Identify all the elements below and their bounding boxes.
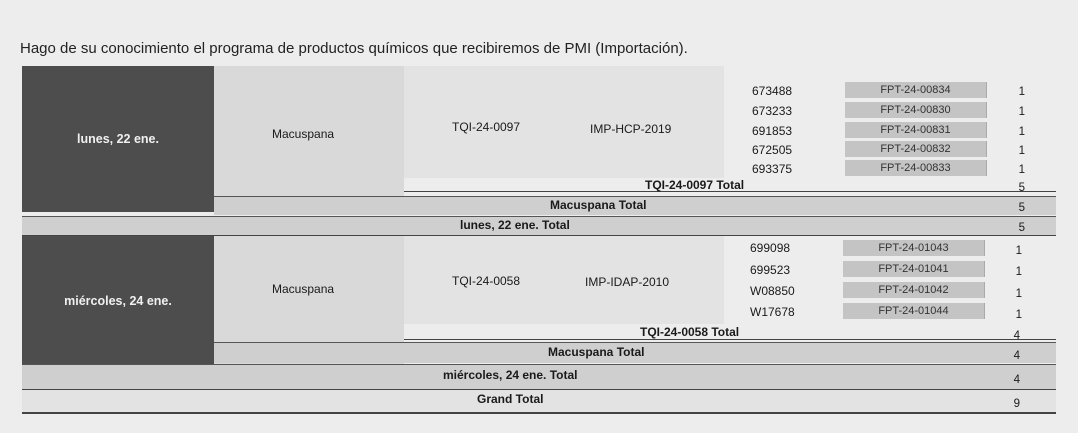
loc-total-1: 5 xyxy=(1018,202,1025,214)
loc-total-label-1: Macuspana Total xyxy=(550,198,647,212)
doc-text-1-3: FPT-24-00831 xyxy=(880,124,951,136)
tqi-total-2: 4 xyxy=(1013,330,1020,342)
qty-2-2: 1 xyxy=(1015,266,1022,278)
qty-1-5: 1 xyxy=(1018,164,1025,176)
tqi-label-2: TQI-24-0058 xyxy=(452,274,521,288)
doc-1-4 xyxy=(845,141,987,157)
qty-1-1: 1 xyxy=(1018,86,1025,98)
doc-text-1-5: FPT-24-00833 xyxy=(880,162,951,174)
doc-1-1 xyxy=(845,82,987,98)
doc-text-1-2: FPT-24-00830 xyxy=(880,104,951,116)
doc-text-1-4: FPT-24-00832 xyxy=(880,143,951,155)
day-total-1: 5 xyxy=(1018,222,1025,234)
location-label-1: Macuspana xyxy=(272,127,335,141)
doc-text-2-2: FPT-24-01041 xyxy=(878,263,949,275)
code-1-4: 672505 xyxy=(752,143,793,157)
intro-text: Hago de su conocimiento el programa de productos químicos que recibiremos de PMI (Importación). xyxy=(20,40,688,57)
day-total-2: 4 xyxy=(1013,374,1020,386)
qty-1-4: 1 xyxy=(1018,145,1025,157)
code-2-3: W08850 xyxy=(750,284,795,298)
tqi-total-1: 5 xyxy=(1018,182,1025,194)
doc-text-2-3: FPT-24-01042 xyxy=(878,284,949,296)
day-cell-1 xyxy=(22,66,214,212)
qty-1-3: 1 xyxy=(1018,126,1025,138)
loc-total-2: 4 xyxy=(1013,350,1020,362)
location-label-2: Macuspana xyxy=(272,282,335,296)
doc-1-5 xyxy=(845,160,987,176)
day-total-label-1: lunes, 22 ene. Total xyxy=(460,218,570,232)
day-cell-2 xyxy=(22,236,214,366)
qty-2-4: 1 xyxy=(1015,309,1022,321)
grand-total-label: Grand Total xyxy=(477,392,544,406)
code-2-4: W17678 xyxy=(750,305,795,319)
loc-total-label-2: Macuspana Total xyxy=(548,345,645,359)
code-1-5: 693375 xyxy=(752,162,793,176)
imp-label-1: IMP-HCP-2019 xyxy=(590,122,672,136)
code-1-3: 691853 xyxy=(752,124,793,138)
imp-label-2: IMP-IDAP-2010 xyxy=(585,275,670,289)
qty-2-3: 1 xyxy=(1015,288,1022,300)
doc-2-2 xyxy=(843,261,985,277)
day-label-1: lunes, 22 ene. xyxy=(77,132,159,146)
doc-1-3 xyxy=(845,122,987,138)
doc-text-2-4: FPT-24-01044 xyxy=(878,305,949,317)
qty-2-1: 1 xyxy=(1015,245,1022,257)
code-2-2: 699523 xyxy=(750,263,791,277)
day-label-2: miércoles, 24 ene. xyxy=(64,294,172,308)
code-1-2: 673233 xyxy=(752,104,793,118)
code-1-1: 673488 xyxy=(752,84,793,98)
doc-1-2 xyxy=(845,102,987,118)
day-total-label-2: miércoles, 24 ene. Total xyxy=(443,368,578,382)
tqi-label-1: TQI-24-0097 xyxy=(452,120,521,134)
grand-total: 9 xyxy=(1013,398,1020,410)
doc-text-2-1: FPT-24-01043 xyxy=(878,242,949,254)
tqi-total-label-2: TQI-24-0058 Total xyxy=(640,325,740,339)
qty-1-2: 1 xyxy=(1018,106,1025,118)
code-2-1: 699098 xyxy=(750,241,791,255)
doc-2-4 xyxy=(843,303,985,319)
doc-2-3 xyxy=(843,282,985,298)
tqi-total-label-1: TQI-24-0097 Total xyxy=(645,178,745,192)
doc-text-1-1: FPT-24-00834 xyxy=(880,84,951,96)
doc-2-1 xyxy=(843,240,985,256)
